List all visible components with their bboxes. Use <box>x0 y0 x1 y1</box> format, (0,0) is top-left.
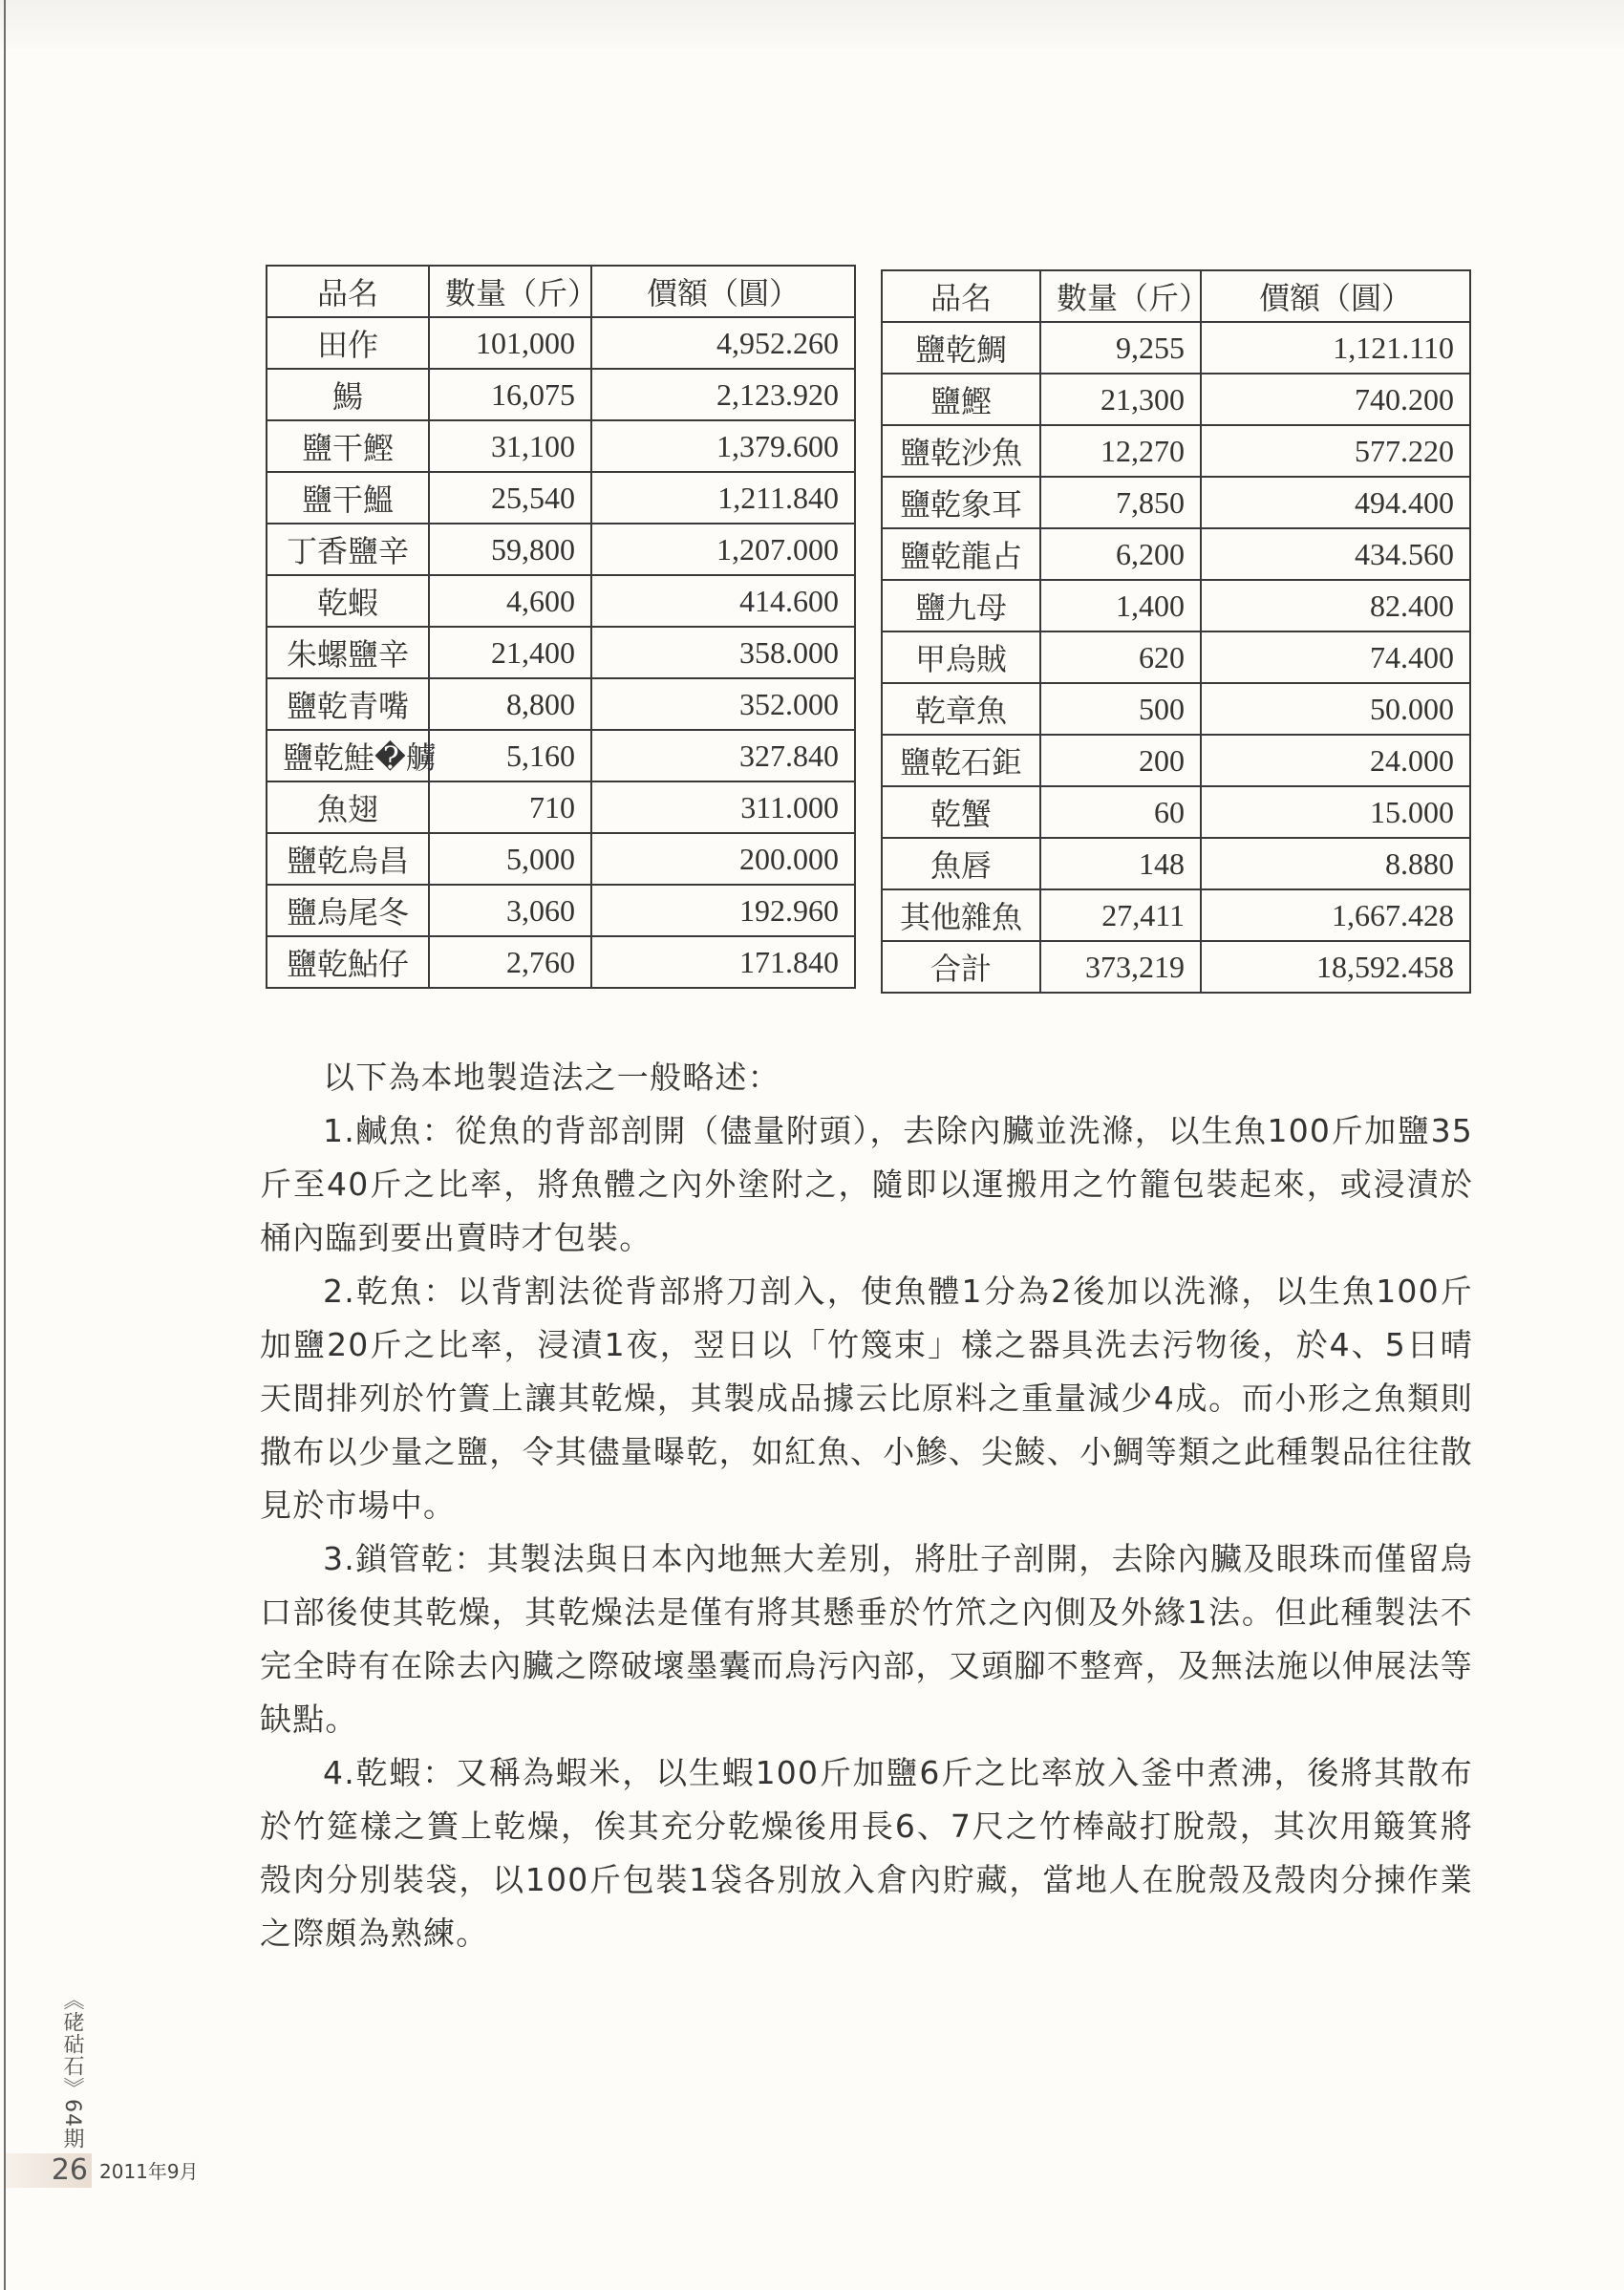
quantity-cell: 710 <box>429 781 591 833</box>
value-cell: 192.960 <box>591 885 855 936</box>
quantity-cell: 21,400 <box>429 627 591 678</box>
value-cell: 434.560 <box>1201 528 1470 580</box>
quantity-cell: 500 <box>1040 683 1201 735</box>
quantity-cell: 373,219 <box>1040 941 1201 993</box>
left-fish-products-table <box>266 265 856 989</box>
item-name-cell: 鹽烏尾冬 <box>267 885 429 936</box>
value-cell: 311.000 <box>591 781 855 833</box>
quantity-cell: 27,411 <box>1040 889 1201 941</box>
header-quantity: 數量（斤） <box>429 266 591 317</box>
table-row <box>882 735 1470 786</box>
quantity-cell: 6,200 <box>1040 528 1201 580</box>
value-cell: 358.000 <box>591 627 855 678</box>
value-cell: 1,379.600 <box>591 420 855 472</box>
item-name-cell: 甲烏賊 <box>882 631 1040 683</box>
header-value: 價額（圓） <box>591 266 855 317</box>
quantity-cell: 1,400 <box>1040 580 1201 631</box>
quantity-cell: 148 <box>1040 838 1201 889</box>
table-row <box>882 425 1470 477</box>
item-name-cell: 乾章魚 <box>882 683 1040 735</box>
table-row <box>882 580 1470 631</box>
value-cell: 352.000 <box>591 678 855 730</box>
value-cell: 24.000 <box>1201 735 1470 786</box>
right-table-body <box>882 322 1470 993</box>
header-value: 價額（圓） <box>1201 270 1470 322</box>
item-name-cell: 鹽乾鮎仔 <box>267 936 429 988</box>
quantity-cell: 25,540 <box>429 472 591 524</box>
quantity-cell: 4,600 <box>429 575 591 627</box>
item-name-cell: 鹽乾鮭�艣 <box>267 730 429 781</box>
quantity-cell: 31,100 <box>429 420 591 472</box>
quantity-cell: 5,000 <box>429 833 591 885</box>
quantity-cell: 12,270 <box>1040 425 1201 477</box>
header-item-name: 品名 <box>267 266 429 317</box>
value-cell: 171.840 <box>591 936 855 988</box>
table-row <box>267 575 855 627</box>
table-row <box>882 838 1470 889</box>
quantity-cell: 101,000 <box>429 317 591 369</box>
issue-date: 2011年9月 <box>99 2160 199 2183</box>
table-row <box>882 374 1470 425</box>
quantity-cell: 200 <box>1040 735 1201 786</box>
quantity-cell: 3,060 <box>429 885 591 936</box>
binding-edge-rule <box>4 0 6 2290</box>
table-row <box>882 683 1470 735</box>
table-row <box>267 369 855 420</box>
dried-shrimp-paragraph: 4.乾蝦：又稱為蝦米，以生蝦100斤加鹽6斤之比率放入釜中煮沸，後將其散布於竹筵樣之簣上乾燥，俟其充分乾燥後用長6、7尺之竹棒敲打脫殼，其次用簸箕將殼肉分別裝袋，以100斤包裝1袋各別放入倉內貯藏，當地人在脫殼及殼肉分揀作業之際頗為熟練。 <box>260 1754 1473 1952</box>
item-name-cell: 魚唇 <box>882 838 1040 889</box>
article-body <box>260 1051 1473 1960</box>
item-name-cell: 鹽九母 <box>882 580 1040 631</box>
header-item-name: 品名 <box>882 270 1040 322</box>
quantity-cell: 8,800 <box>429 678 591 730</box>
value-cell: 1,121.110 <box>1201 322 1470 374</box>
dried-fish-paragraph: 2.乾魚：以背割法從背部將刀剖入，使魚體1分為2後加以洗滌，以生魚100斤加鹽20斤之比率，浸漬1夜，翌日以「竹篾束」樣之器具洗去污物後，於4、5日晴天間排列於竹簀上讓其乾燥，其製成品據云比原料之重量減少4成。而小形之魚類則撒布以少量之鹽，令其儘量曝乾，如紅魚、小鰺、尖鯪、小鯛等類之此種製品往往散見於市場中。 <box>260 1273 1473 1524</box>
quantity-cell: 7,850 <box>1040 477 1201 528</box>
quantity-cell: 2,760 <box>429 936 591 988</box>
item-name-cell: 田作 <box>267 317 429 369</box>
item-name-cell: 丁香鹽辛 <box>267 524 429 575</box>
item-name-cell: 朱螺鹽辛 <box>267 627 429 678</box>
value-cell: 15.000 <box>1201 786 1470 838</box>
item-name-cell: 鹽干鰮 <box>267 472 429 524</box>
quantity-cell: 60 <box>1040 786 1201 838</box>
item-name-cell: 鹽乾鯛 <box>882 322 1040 374</box>
value-cell: 494.400 <box>1201 477 1470 528</box>
value-cell: 8.880 <box>1201 838 1470 889</box>
salted-fish-paragraph: 1.鹹魚：從魚的背部剖開（儘量附頭），去除內臟並洗滌，以生魚100斤加鹽35斤至40斤之比率，將魚體之內外塗附之，隨即以運搬用之竹籠包裝起來，或浸漬於桶內臨到要出賣時才包裝。 <box>260 1112 1473 1256</box>
table-row <box>267 627 855 678</box>
table-row <box>267 472 855 524</box>
table-row <box>882 477 1470 528</box>
dried-squid-paragraph: 3.鎖管乾：其製法與日本內地無大差別，將肚子剖開，去除內臟及眼珠而僅留烏口部後使其乾燥，其乾燥法是僅有將其懸垂於竹笊之內側及外緣1法。但此種製法不完全時有在除去內臟之際破壞墨囊而烏污內部，又頭腳不整齊，及無法施以伸展法等缺點。 <box>260 1540 1473 1738</box>
value-cell: 200.000 <box>591 833 855 885</box>
table-row <box>882 889 1470 941</box>
publication-title: 《硓𥑮石》64期 <box>60 1989 84 2150</box>
value-cell: 74.400 <box>1201 631 1470 683</box>
table-row <box>882 528 1470 580</box>
value-cell: 577.220 <box>1201 425 1470 477</box>
page-top-band <box>0 0 1624 48</box>
item-name-cell: 鹽乾烏昌 <box>267 833 429 885</box>
table-row <box>267 833 855 885</box>
table-row <box>882 941 1470 993</box>
left-table-body <box>267 317 855 988</box>
item-name-cell: 鹽乾石鉅 <box>882 735 1040 786</box>
table-row <box>267 781 855 833</box>
quantity-cell: 21,300 <box>1040 374 1201 425</box>
table-row <box>267 420 855 472</box>
table-row <box>882 322 1470 374</box>
item-name-cell: 鰑 <box>267 369 429 420</box>
value-cell: 1,211.840 <box>591 472 855 524</box>
table-row <box>882 631 1470 683</box>
item-name-cell: 鹽乾青嘴 <box>267 678 429 730</box>
item-name-cell: 鹽鰹 <box>882 374 1040 425</box>
table-row <box>267 524 855 575</box>
item-name-cell: 乾蟹 <box>882 786 1040 838</box>
intro-paragraph: 以下為本地製造法之一般略述： <box>323 1059 780 1096</box>
value-cell: 1,207.000 <box>591 524 855 575</box>
page-number: 26 <box>51 2153 88 2187</box>
table-header-row <box>267 266 855 317</box>
item-name-cell: 乾蝦 <box>267 575 429 627</box>
quantity-cell: 9,255 <box>1040 322 1201 374</box>
item-name-cell: 鹽乾龍占 <box>882 528 1040 580</box>
table-row <box>267 317 855 369</box>
quantity-cell: 5,160 <box>429 730 591 781</box>
value-cell: 327.840 <box>591 730 855 781</box>
item-name-cell: 鹽乾沙魚 <box>882 425 1040 477</box>
value-cell: 740.200 <box>1201 374 1470 425</box>
quantity-cell: 620 <box>1040 631 1201 683</box>
table-row <box>267 678 855 730</box>
value-cell: 2,123.920 <box>591 369 855 420</box>
table-row <box>267 936 855 988</box>
item-name-cell: 魚翅 <box>267 781 429 833</box>
value-cell: 1,667.428 <box>1201 889 1470 941</box>
item-name-cell: 鹽乾象耳 <box>882 477 1040 528</box>
table-row <box>267 885 855 936</box>
value-cell: 18,592.458 <box>1201 941 1470 993</box>
value-cell: 414.600 <box>591 575 855 627</box>
quantity-cell: 16,075 <box>429 369 591 420</box>
value-cell: 50.000 <box>1201 683 1470 735</box>
item-name-cell: 合計 <box>882 941 1040 993</box>
header-quantity: 數量（斤） <box>1040 270 1201 322</box>
right-fish-products-table <box>881 269 1471 994</box>
value-cell: 4,952.260 <box>591 317 855 369</box>
value-cell: 82.400 <box>1201 580 1470 631</box>
table-header-row <box>882 270 1470 322</box>
table-row <box>882 786 1470 838</box>
table-row <box>267 730 855 781</box>
item-name-cell: 鹽干鰹 <box>267 420 429 472</box>
item-name-cell: 其他雜魚 <box>882 889 1040 941</box>
quantity-cell: 59,800 <box>429 524 591 575</box>
